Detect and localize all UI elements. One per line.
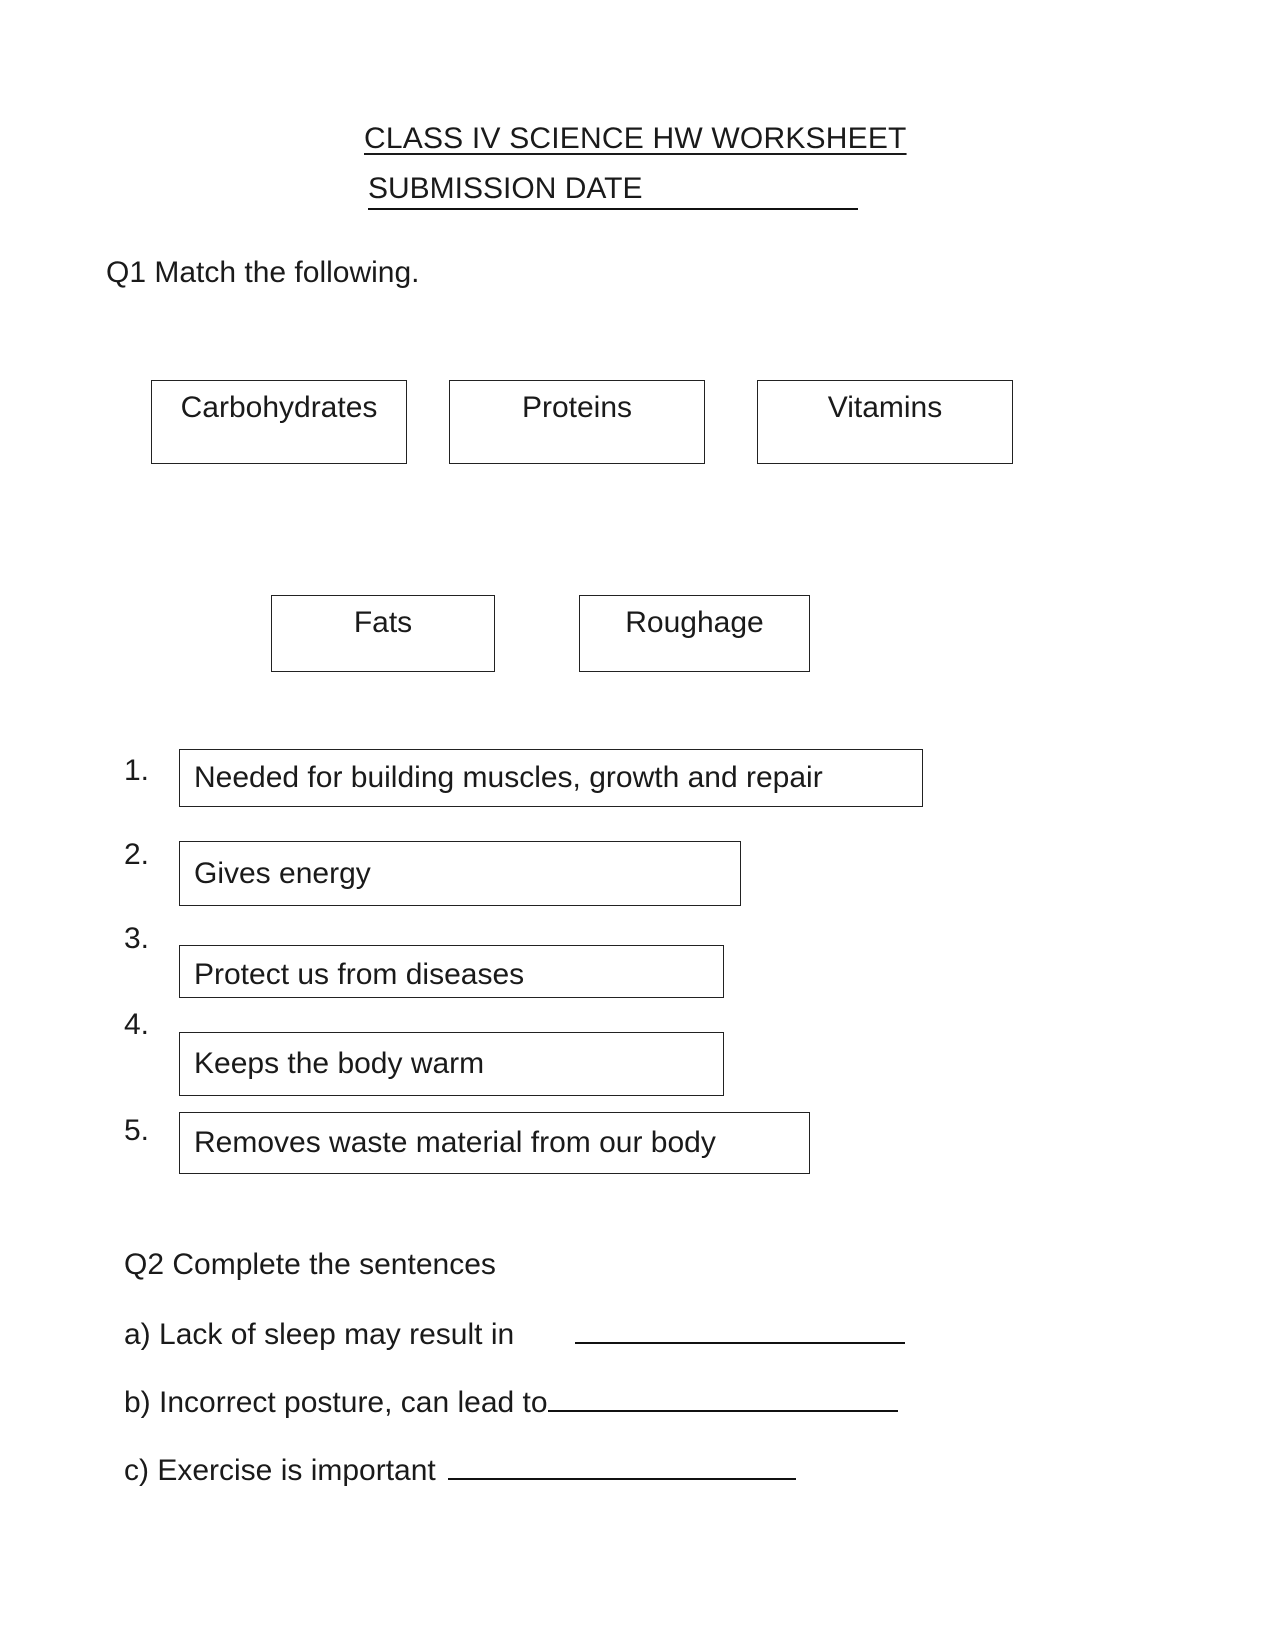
submission-date-blank <box>368 208 858 210</box>
sentence-b <box>124 1384 898 1420</box>
sentence-text: b) Incorrect posture, can lead to <box>124 1386 548 1419</box>
option-label: Proteins <box>521 391 633 424</box>
q2-heading: Q2 Complete the sentences <box>124 1248 496 1281</box>
item-number: 1. <box>124 754 150 787</box>
item-box-1 <box>179 749 923 807</box>
item-text: Removes waste material from our body <box>194 1126 716 1159</box>
item-box-4 <box>179 1032 724 1096</box>
worksheet-title: CLASS IV SCIENCE HW WORKSHEET <box>364 122 907 155</box>
item-box-5 <box>179 1112 810 1174</box>
submission-date-label: SUBMISSION DATE <box>368 172 643 205</box>
option-box-roughage <box>579 595 810 672</box>
option-box-fats <box>271 595 495 672</box>
answer-blank[interactable] <box>448 1452 796 1480</box>
option-box-vitamins <box>757 380 1013 464</box>
item-number: 3. <box>124 922 150 955</box>
item-text: Gives energy <box>194 856 371 890</box>
item-text: Keeps the body warm <box>194 1047 485 1080</box>
item-text: Needed for building muscles, growth and repair <box>194 761 823 794</box>
option-box-carbohydrates <box>151 380 407 464</box>
sentence-text: a) Lack of sleep may result in <box>124 1318 515 1351</box>
sentence-c <box>124 1452 796 1488</box>
answer-blank[interactable] <box>548 1384 898 1412</box>
item-text: Protect us from diseases <box>194 957 525 991</box>
option-label: Vitamins <box>827 391 943 424</box>
item-box-3 <box>179 945 724 998</box>
sentence-a <box>124 1316 905 1352</box>
sentence-text: c) Exercise is important <box>124 1454 436 1487</box>
item-number: 5. <box>124 1114 150 1147</box>
item-number: 4. <box>124 1008 150 1041</box>
answer-blank[interactable] <box>575 1316 905 1344</box>
option-box-proteins <box>449 380 705 464</box>
item-number: 2. <box>124 838 150 871</box>
item-box-2 <box>179 841 741 906</box>
option-label: Fats <box>353 606 413 639</box>
q1-heading: Q1 Match the following. <box>106 256 420 289</box>
option-label: Carbohydrates <box>180 391 378 424</box>
option-label: Roughage <box>625 606 764 639</box>
